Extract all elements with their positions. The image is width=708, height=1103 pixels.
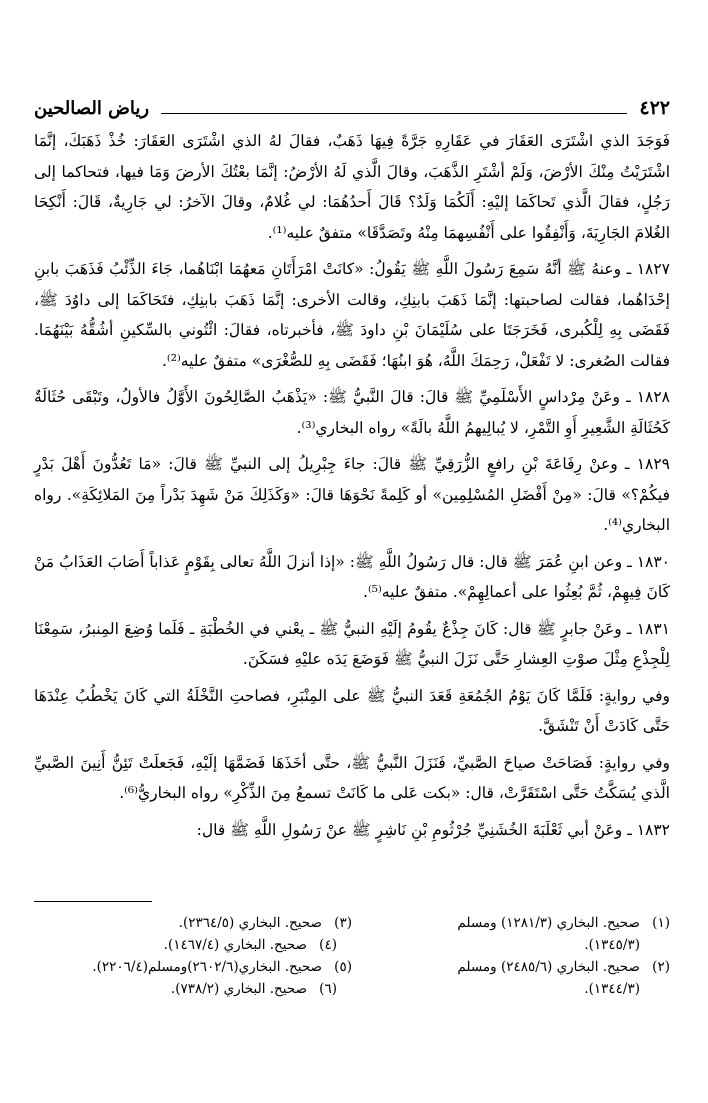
hadith-1829: ١٨٢٩ ـ وعنْ رِفَاعَةَ بْنِ رافعٍ الزُّرَقِيِّ ﷺ قالَ: جاءَ جِبْرِيلُ إلى النبيِّ ﷺ قالَ: «مَا تَعُدُّونَ أَهْلَ بَدْرٍ فيكُمْ؟» قالَ: «مِنْ أَفْضَلِ المُسْلِمِين» أو كَلِمةً نَحْوَهَا قالَ: «وَكَذَلِكَ مَنْ شَهِدَ بَدْراً مِنَ المَلائِكَةِ». رواه البخاري⁽⁴⁾. xyxy=(34,455,670,534)
footnote-separator xyxy=(34,901,152,902)
footnote-text: صحيح. البخاري (٢٣٦٤/٥). xyxy=(178,915,322,931)
hadith-1827: ١٨٢٧ ـ وعنهُ ﷺ أنَّهُ سَمِعَ رَسُولَ اللَّهِ ﷺ يَقُولُ: «كانَتْ امْرَأَتَانِ مَعهُمَا ابْنَاهُما، جَاءَ الذِّئْبُ فَذَهَبَ بابنِ إحْدَاهُما، فقالت لصاحبتها: إنَّمَا ذَهَبَ بابنِكِ، وقالت الأخرى: إنَّمَا ذَهَبَ بابنِكِ، فتَحَاكَمَا إلى داوُدَ ﷺ، فَقَضَى بِهِ لِلْكُبرى، فَخَرَجَتَا على سُلَيْمَانَ بْنِ داودَ ﷺ، فأخبرتاه، فقالَ: ائْتُوني بالسِّكينِ أشُقُّهُ بَيْنَهُمَا. فقالت الصُغرى: لا تَفْعَلْ، رَحِمَكَ اللَّهُ، هُوَ ابنُهَا؛ فَقَضَى بِهِ للصُّغْرَى» متفقٌ عليه⁽²⁾. xyxy=(34,260,670,370)
footnote-continuation: (١٣٤٤/٣). xyxy=(584,981,640,997)
footnote-text: صحيح. البخاري (٧٣٨/٢). xyxy=(170,981,307,997)
footnote-number: (١) xyxy=(652,915,670,931)
footnote-text: صحيح. البخاري(٢٦٠٢/٦)ومسلم(٢٢٠٦/٤). xyxy=(92,959,322,975)
footnote-row xyxy=(34,934,670,956)
footnote-number: (٦) xyxy=(319,981,337,997)
hadith-1831: ١٨٣١ ـ وعَنْ جابرٍ ﷺ قال: كَانَ جِذْعٌ يقُومُ إلَيْهِ النبيُّ ﷺ ـ يعْني في الخُطْبَةِ ـ فَلَما وُضِعَ المِنبرُ، سَمِعْنَا لِلْجِذْعِ مِثْلَ صوْتِ العِشارِ حَتَّى نَزَلَ النبيُّ ﷺ فَوَضَعَ يَدَه عليْهِ فسَكَنَ. xyxy=(34,619,670,668)
header-rule xyxy=(161,113,627,114)
hadith-1832: ١٨٣٢ ـ وعَنْ أبي ثَعْلَبَةَ الخُشَنِيِّ جُرْثُومِ بْنِ نَاشِرٍ ﷺ عنْ رَسُولِ اللَّهِ ﷺ قال: xyxy=(196,820,670,839)
footnote-number: (٤) xyxy=(319,937,337,953)
footnote xyxy=(34,912,352,934)
footnote xyxy=(34,978,337,1000)
footnote-text: صحيح. البخاري (١٤٦٧/٤). xyxy=(163,937,307,953)
footnote-number: (٢) xyxy=(652,959,670,975)
page-number: ٤٢٢ xyxy=(639,97,670,119)
footnote-text: صحيح. البخاري (٢٤٨٥/٦) ومسلم xyxy=(457,959,640,975)
hadith-1828: ١٨٢٨ ـ وعَنْ مِرْداسٍ الأَسْلَمِيِّ ﷺ قالَ: قالَ النَّبيُّ ﷺ: «يَذْهَبُ الصَّالِحُونَ الأَوَّلُ فالأولُ، وتَبْقَى حُثَالَةٌ كَحُثَالَةِ الشَّعِيرِ أَوِ التَّمْرِ، لا يُبالِيهمُ اللَّهُ بالَةً» رواه البخاري⁽³⁾. xyxy=(34,388,670,437)
hadith-1830: ١٨٣٠ ـ وعن ابنِ عُمَرَ ﷺ قال: قال رَسُولُ اللَّهِ ﷺ: «إذا أنزلَ اللَّهُ تعالى بِقَوْمٍ عَذاباً أَصَابَ العَذَابُ مَنْ كَانَ فِيهِمْ، ثُمَّ بُعِثُوا على أعمالِهِمْ». متفقٌ عليه⁽⁵⁾. xyxy=(34,552,670,601)
book-page xyxy=(34,86,670,1103)
footnote-continuation: (١٣٤٥/٣). xyxy=(584,937,640,953)
footnote xyxy=(34,934,337,956)
book-title: رياض الصالحين xyxy=(34,98,150,119)
footnote-row xyxy=(34,912,670,934)
footnote-number: (٥) xyxy=(334,959,352,975)
footnote xyxy=(352,956,670,978)
footnote-row xyxy=(34,956,670,978)
page-header xyxy=(34,86,670,118)
footnotes xyxy=(34,912,670,1000)
footnote-text: صحيح. البخاري (١٢٨١/٣) ومسلم xyxy=(457,915,640,931)
narration-variant: وفي روايةٍ: فَلَمَّا كَانَ يَوْمُ الجُمُعَةِ قَعَدَ النبيُّ ﷺ على المِنْبَرِ، فصاحتِ النَّخْلَةُ التي كَانَ يَخْطُبُ عِنْدَهَا حَتَّى كَادَتْ أَنْ تَنْشَقَّ. xyxy=(34,686,670,735)
footnote xyxy=(34,956,352,978)
footnote-number: (٣) xyxy=(334,915,352,931)
body-text xyxy=(34,126,670,845)
footnote xyxy=(352,912,670,934)
paragraph: فَوَجَدَ الذي اشْتَرَى العَقَارَ في عَقَارِهِ جَرَّةً فِيهَا ذَهَبٌ، فقالَ لهُ الذي اشْتَرَى العَقَارَ: خُذْ ذَهَبَكَ، إنَّمَا اشْتَرَيْتُ مِنْكَ الأرْضَ، وَلَمْ أشْتَرِ الذَّهَبَ، وقالَ الَّذي لَهُ الأرْضُ: إنَّمَا بعْتُكَ الأرضَ وَمَا فيها، فتحاكما إلى رَجُلٍ، فقالَ الَّذي تَحاكَمَا إليْهِ: أَلَكُمَا وَلَدٌ؟ قَالَ أَحدُهُمَا: لي غُلامٌ، وقالَ الآخرُ: لي جَارِيةٌ، قَالَ: أَنْكِحَا الغُلامَ الجَارِيَةَ، وَأَنْفِقُوا على أَنْفُسِهمَا مِنْهُ وتَصَدَّقَا» متفقٌ عليه⁽¹⁾. xyxy=(34,132,670,242)
narration-variant: وفي روايةٍ: فَصَاحَتْ صياحَ الصَّبيِّ، فَنَزَلَ النَّبيُّ ﷺ، حتَّى أخَذَهَا فَضَمَّهَا إلَيْهِ، فَجَعلَتْ تَئِنُّ أَنِينَ الصَّبيِّ الَّذي يُسَكَّتُ حَتَّى اسْتَقَرَّتْ، قال: «بكت عَلى ما كَانَتْ تسمعُ مِنَ الذِّكْرِ» رواه البخاريُّ⁽⁶⁾. xyxy=(34,753,670,802)
footnote-row xyxy=(34,978,670,1000)
